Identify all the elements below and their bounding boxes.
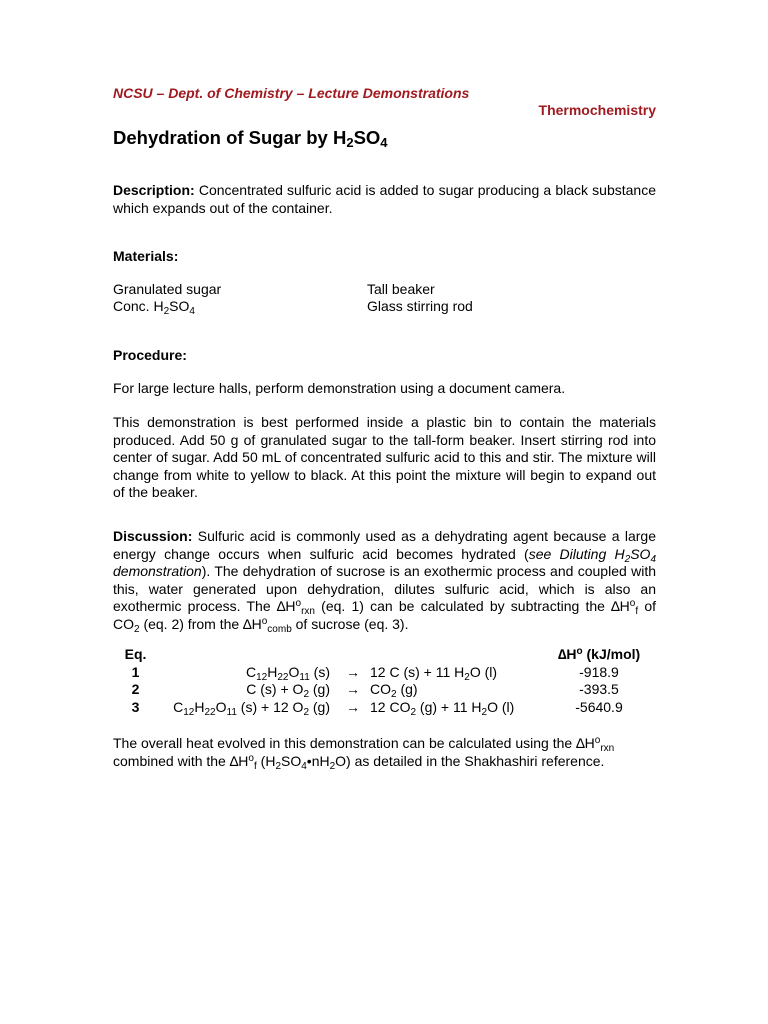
products: 12 C (s) + 11 $H_2O$ (l) [370, 663, 498, 683]
table-row [113, 681, 658, 699]
equations-table [113, 646, 658, 716]
eq-number: 3 [131, 698, 140, 715]
material-item: Conc. $H_2SO_4$ [113, 298, 195, 317]
discussion-label: Discussion: [113, 528, 193, 544]
procedure-paragraph: This demonstration is best performed inside a plastic bin to contain the materials produced. Add 50 g of granulated sugar to the tall-form beaker. Insert stirring rod into center of sugar. Add 50 mL of concentrated sulfuric acid to this and stir. The mixture will change from white to yellow to black. At this point the mixture will begin to expand out of the beaker. [113, 414, 656, 500]
discussion-paragraph: Discussion: Sulfuric acid is commonly used as a dehydrating agent because a large energy change occurs when sulfuric acid becomes hydrated (see Diluting $H_2SO_4$ demonstration). The dehydration of sucrose is an exothermic process and coupled with this, water generated upon dehydration, dilutes sulfuric acid, which is also an exothermic process. The $\Delta H^o_{rxn}$ (eq. 1) can be calculated by subtracting the $\Delta H^o_f$ of $CO_2$ (eq. 2) from the $\Delta H^o_{comb}$ of sucrose (eq. 3). [113, 528, 656, 635]
material-item: Glass stirring rod [367, 298, 473, 314]
reactants: $C_{12}H_{22}O_{11}$ (s) + 12 $O_2$ (g) [173, 698, 330, 718]
reaction-arrow: → [346, 663, 360, 680]
header-topic: Thermochemistry [538, 102, 656, 118]
enthalpy-value: -5640.9 [575, 698, 623, 715]
description-text: Concentrated sulfuric acid is added to sugar producing a black substance which expands out of the container. [113, 182, 656, 216]
conclusion-paragraph: The overall heat evolved in this demonstration can be calculated using the $\Delta H^o_{rxn}$ combined with the $\Delta H^o_f$ $(H_2SO_4•nH_2O)$ as detailed in the Shakhashiri reference. [113, 735, 615, 772]
procedure-paragraph: For large lecture halls, perform demonstration using a document camera. [113, 380, 566, 396]
products: 12 $CO_2$ (g) + 11 $H_2O$ (l) [370, 698, 515, 718]
eq-number: 1 [131, 663, 140, 680]
eq-number: 2 [131, 681, 140, 697]
eq-column-header: Eq. [124, 646, 147, 662]
material-item: Granulated sugar [113, 281, 222, 297]
materials-heading: Materials: [113, 248, 179, 264]
enthalpy-value: -393.5 [579, 681, 619, 697]
enthalpy-value: -918.9 [579, 663, 619, 680]
table-header-row [113, 646, 658, 664]
procedure-heading: Procedure: [113, 347, 187, 363]
material-item: Tall beaker [367, 281, 435, 297]
enthalpy-column-header: $\Delta H^o$ (kJ/mol) [557, 646, 641, 662]
reactants: C $(s) + O_2$ (g) [246, 681, 330, 700]
header-organization: NCSU – Dept. of Chemistry – Lecture Demonstrations [113, 85, 470, 101]
description-paragraph [113, 182, 656, 217]
description-label: Description: [113, 182, 195, 198]
reactants: $C_{12}H_{22}O_{11}$ (s) [246, 663, 330, 683]
table-row [113, 699, 658, 717]
table-row [113, 664, 658, 682]
page-title: Dehydration of Sugar by $H_2SO_4$ [113, 127, 388, 150]
reaction-arrow: → [346, 681, 360, 697]
reaction-arrow: → [346, 698, 360, 715]
products: $CO_2$ (g) [370, 681, 418, 700]
diluting-reference: see Diluting $H_2SO_4$ demonstration [113, 545, 656, 579]
